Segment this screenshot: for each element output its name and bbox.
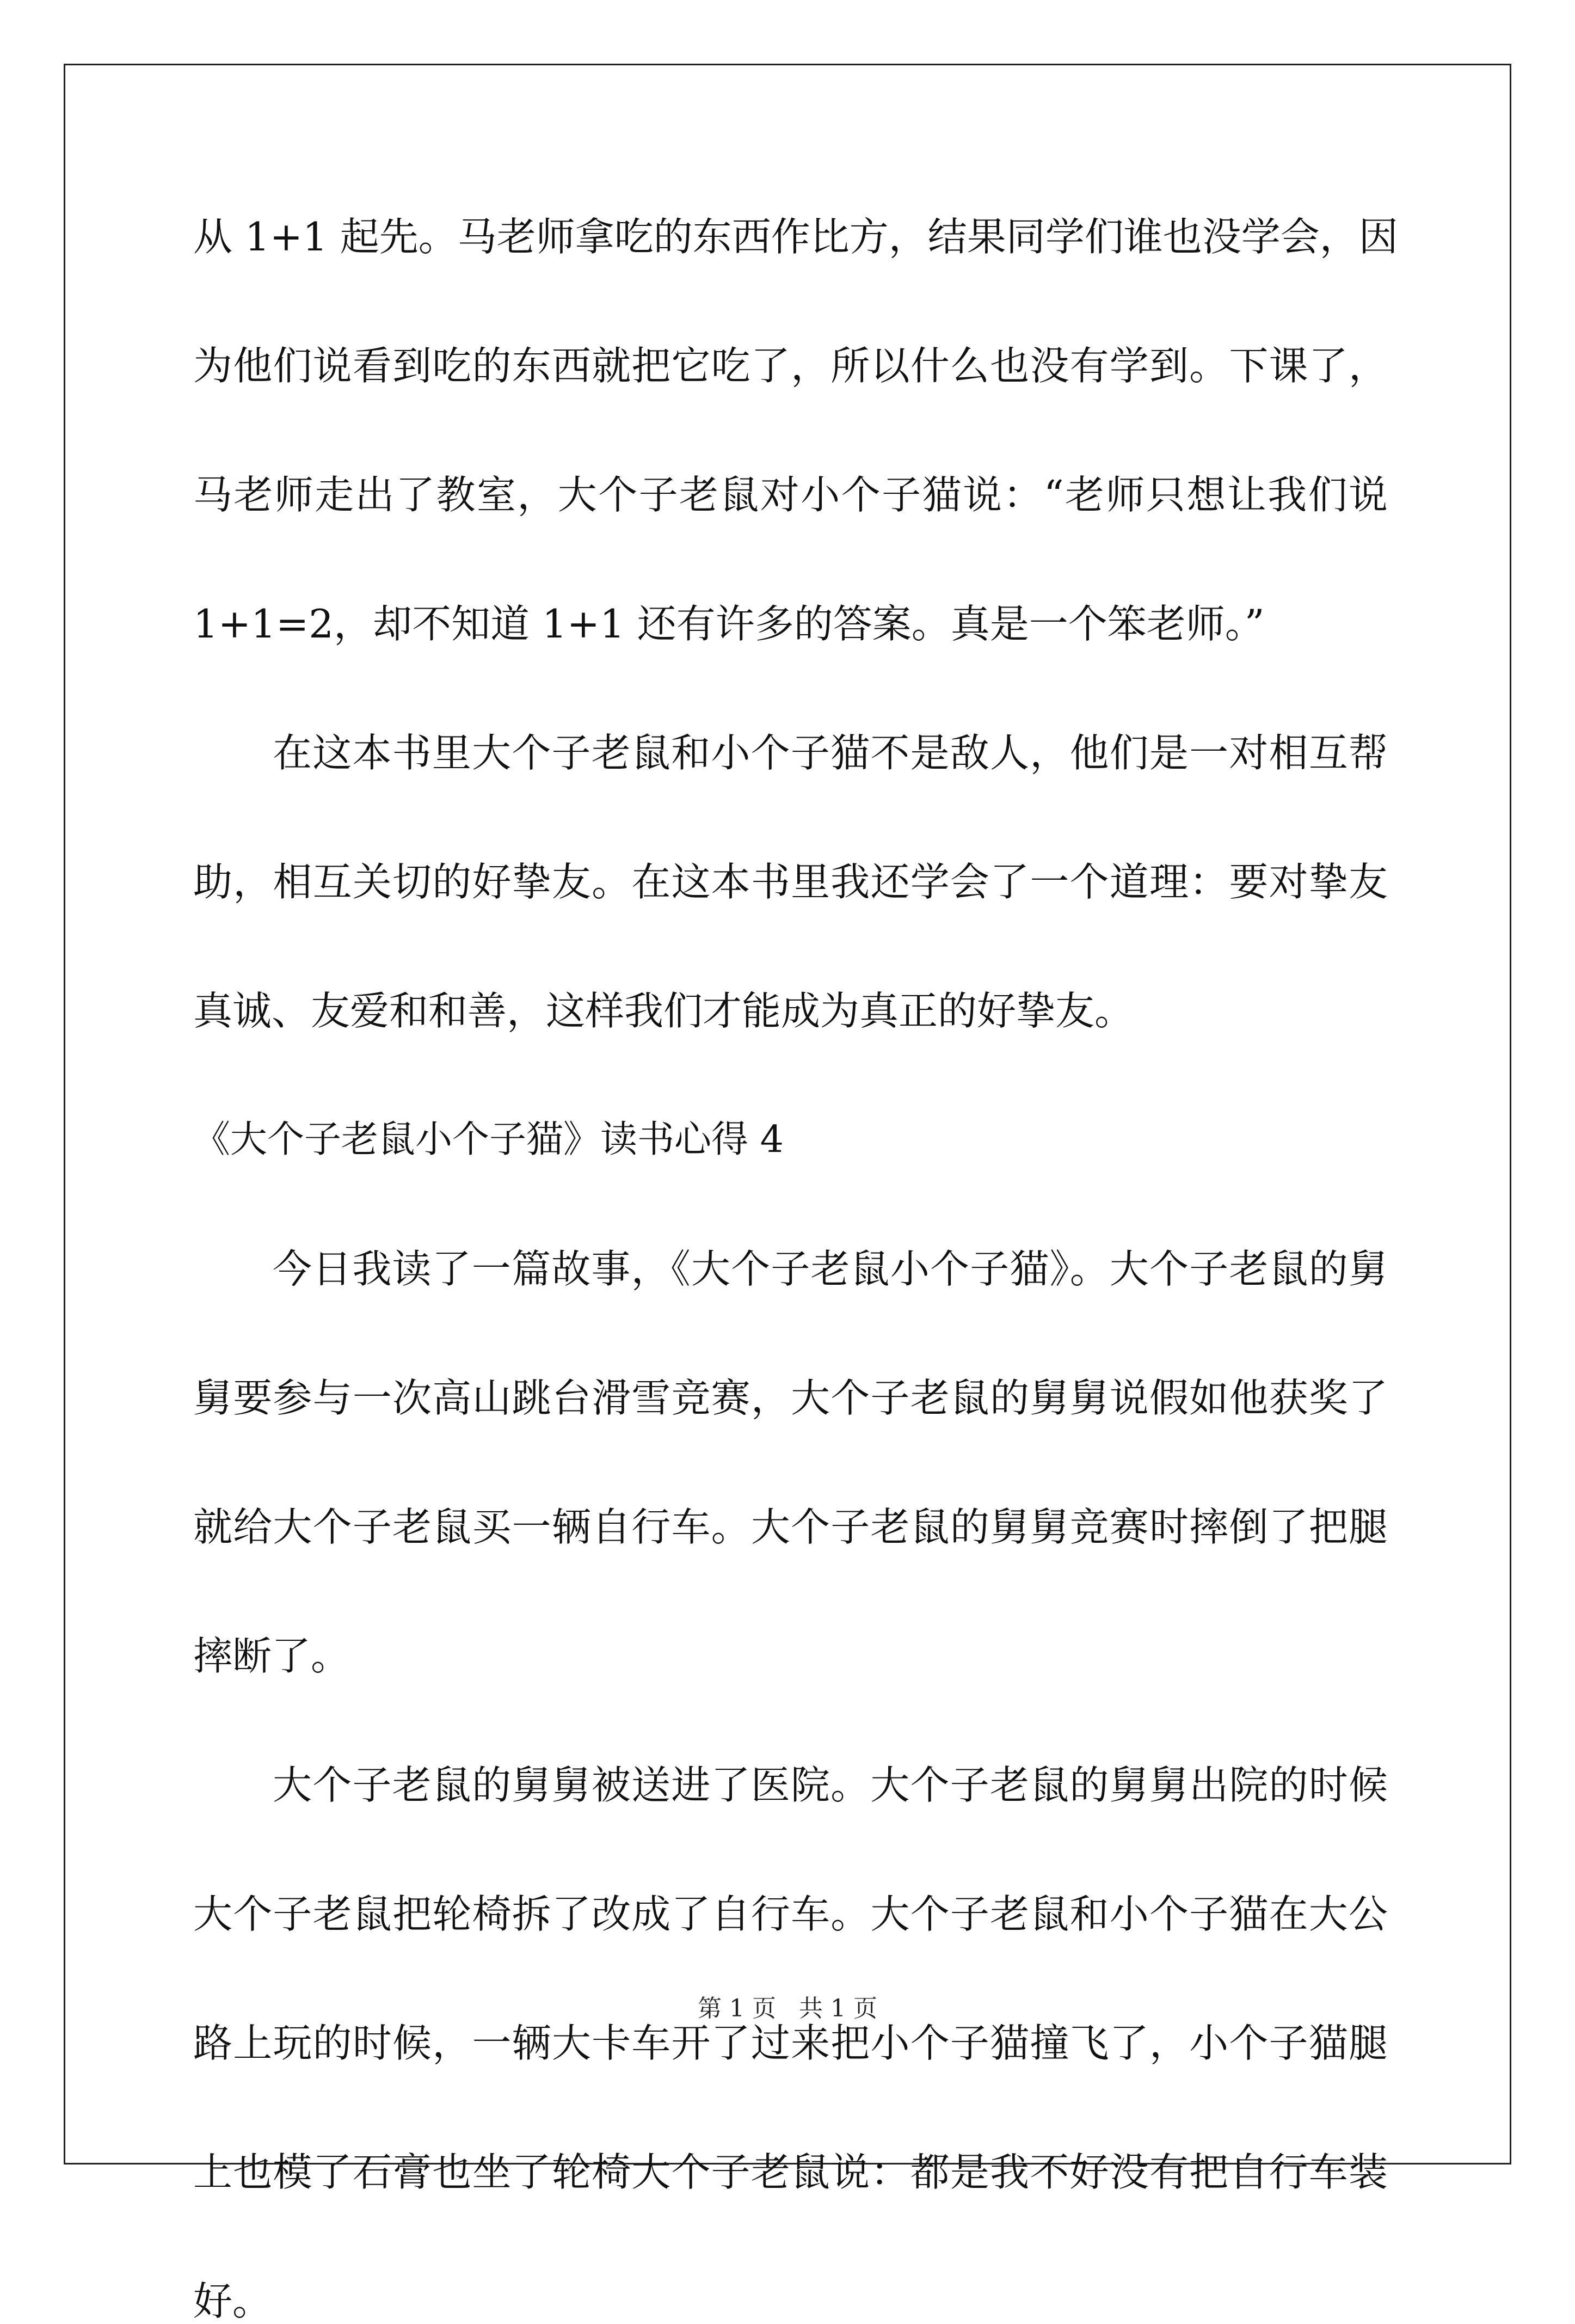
page-footer — [0, 1995, 1575, 2022]
text-line: 今日我读了一篇故事，《大个子老鼠小个子猫》。大个子老鼠的舅 — [273, 1246, 1388, 1292]
text-line: 真诚、友爱和和善，这样我们才能成为真正的好挚友。 — [193, 988, 1134, 1034]
text-line: 为他们说看到吃的东西就把它吃了，所以什么也没有学到。下课了， — [193, 343, 1388, 389]
text-line: 大个子老鼠把轮椅拆了改成了自行车。大个子老鼠和小个子猫在大公 — [193, 1891, 1388, 1937]
text-line: 舅要参与一次高山跳台滑雪竞赛，大个子老鼠的舅舅说假如他获奖了 — [193, 1375, 1388, 1421]
page-total: 共 1 页 — [798, 1995, 877, 2022]
text-line: 路上玩的时候，一辆大卡车开了过来把小个子猫撞飞了，小个子猫腿 — [193, 2020, 1388, 2066]
text-line: 上也模了石膏也坐了轮椅大个子老鼠说：都是我不好没有把自行车装 — [193, 2149, 1388, 2195]
text-line: 大个子老鼠的舅舅被送进了医院。大个子老鼠的舅舅出院的时候 — [273, 1762, 1388, 1808]
text-line: 助，相互关切的好挚友。在这本书里我还学会了一个道理：要对挚友 — [193, 859, 1388, 905]
page-number: 第 1 页 — [698, 1995, 777, 2022]
text-line: 从 1+1 起先。马老师拿吃的东西作比方，结果同学们谁也没学会，因 — [193, 214, 1398, 260]
text-line: 摔断了。 — [193, 1633, 350, 1679]
text-line: 好。 — [193, 2278, 272, 2324]
section-heading: 《大个子老鼠小个子猫》读书心得 4 — [193, 1118, 784, 1161]
text-line: 马老师走出了教室，大个子老鼠对小个子猫说：“老师只想让我们说 — [193, 472, 1388, 518]
text-line: 就给大个子老鼠买一辆自行车。大个子老鼠的舅舅竞赛时摔倒了把腿 — [193, 1504, 1388, 1550]
text-line: 1+1=2，却不知道 1+1 还有许多的答案。真是一个笨老师。” — [193, 601, 1265, 647]
text-line: 在这本书里大个子老鼠和小个子猫不是敌人，他们是一对相互帮 — [273, 730, 1388, 776]
